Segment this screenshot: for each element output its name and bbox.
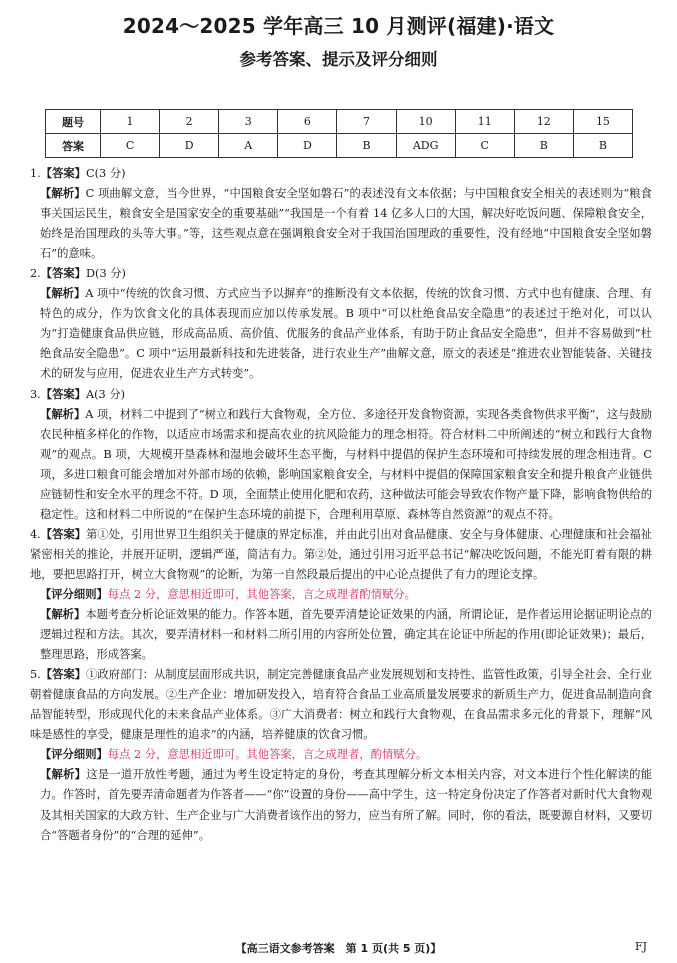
section-tag: 【评分细则】 <box>40 748 108 762</box>
question-number: 2. <box>30 267 41 281</box>
answer-cell: D <box>160 134 219 158</box>
question-number-cell: 6 <box>278 110 337 134</box>
explanation-item <box>30 605 652 665</box>
question-number-cell: 12 <box>514 110 573 134</box>
answer-cell: A <box>219 134 278 158</box>
question-number-cell: 2 <box>160 110 219 134</box>
answer-item <box>30 665 652 745</box>
explanation-item <box>30 765 652 845</box>
page-subtitle: 参考答案、提示及评分细则 <box>239 50 438 69</box>
section-tag: 【答案】 <box>40 267 86 281</box>
section-tag: 【答案】 <box>40 167 86 180</box>
item-text: 第①处，引用世界卫生组织关于健康的界定标准，并由此引出对食品健康、安全与身体健康、心理健康和社会福祉紧密相关的推论，并展开证明，逻辑严谨，简洁有力。第②处，通过引用习近平总书记“解决吃饭问题，不能光盯着有限的耕地，要把思路打开，树立大食物观”的论断，为第一自然段最后提出的中心论点提供了有力的理论支撑。 <box>30 527 652 581</box>
question-number-cell: 10 <box>396 110 455 134</box>
footer-code: FJ <box>634 940 647 953</box>
explanation-item <box>30 745 652 765</box>
answer-cell: B <box>514 134 573 158</box>
answer-item <box>30 164 652 184</box>
answer-cell: ADG <box>396 134 455 158</box>
question-number: 4. <box>30 527 41 541</box>
question-number-cell: 7 <box>337 110 396 134</box>
answer-cell: B <box>337 134 396 158</box>
item-text: C(3 分) <box>85 167 126 180</box>
section-tag: 【答案】 <box>40 387 86 401</box>
item-text: 本题考查分析论证效果的能力。作答本题，首先要弄清楚论证效果的内涵，所谓论证，是作者运用论据证明论点的逻辑过程和方法。其次，要弄清材料一和材料二所引用的内容所处位置，确定其在论证中所起的作用(即论证效果)；最后，整理思路，形成答案。 <box>40 608 652 662</box>
section-tag: 【解析】 <box>40 187 86 201</box>
row-label-question: 题号 <box>46 110 101 134</box>
answer-explanations <box>30 164 652 846</box>
item-text: 每点 2 分，意思相近即可，其他答案，言之成理者酌情赋分。 <box>107 587 416 601</box>
question-number-row <box>46 110 633 134</box>
question-number-cell: 1 <box>101 110 160 134</box>
answer-cell: C <box>455 134 514 158</box>
question-number-cell: 3 <box>219 110 278 134</box>
footer-page-info: 【高三语文参考答案 第 1 页(共 5 页)】 <box>235 942 442 955</box>
answer-table <box>45 109 633 158</box>
item-text: A(3 分) <box>85 387 126 401</box>
explanation-item <box>30 284 652 384</box>
answer-cell: D <box>278 134 337 158</box>
item-text: A 项，材料二中提到了“树立和践行大食物观，全方位、多途径开发食物资源，实现各类食物供求平衡”，这与鼓励农民种植多样化的作物，以适应市场需求和提高农业的抗风险能力的理念相符。符合材料二中所阐述的“树立和践行大食物观”的观点。B 项，大规模开垦森林和湿地会破坏生态平衡，与材料中提倡的保护生态环境和可持续发展的理念相违背。C 项，多进口粮食可能会增加对外部市场的依赖，影响国家粮食安全，与材料中提倡的保障国家粮食安全和提升粮食产业链供应链韧性和安全水平的理念不符。D 项，全面禁止使用化肥和农药，这种做法可能会导致农作物产量下降，影响食物供给的稳定性。这和材料二中所说的“在保护生态环境的前提下，合理利用草原、森林等自然资源”的观点不符。 <box>40 407 652 521</box>
item-text: C 项曲解文意，当今世界，“中国粮食安全坚如磐石”的表述没有文本依据；与中国粮食安全相关的表述则为“粮食事关国运民生，粮食安全是国家安全的重要基础”“我国是一个有着 14 亿多人口的大国，解决好吃饭问题、保障粮食安全，始终是治国理政的头等大事。”等，这些观点意在强调粮食安全对于我国治国理政的重要性，没有经地“中国粮食安全坚如磐石”的意味。 <box>40 187 652 261</box>
question-number: 5. <box>30 668 41 682</box>
section-tag: 【答案】 <box>40 527 87 541</box>
question-number-cell: 15 <box>573 110 632 134</box>
section-tag: 【评分细则】 <box>40 587 108 601</box>
page-title: 2024～2025 学年高三 10 月测评(福建)·语文 <box>122 14 555 38</box>
explanation-item <box>30 184 652 264</box>
answer-row <box>46 134 633 158</box>
question-number: 3. <box>30 387 41 401</box>
question-number-cell: 11 <box>455 110 514 134</box>
item-text: D(3 分) <box>85 267 126 281</box>
item-text: A 项中“传统的饮食习惯、方式应当予以摒弃”的推断没有文本依据，传统的饮食习惯、方式中也有健康、合理、有特色的成分，作为饮食文化的具体表现而应加以传承发展。B 项中“可以杜绝食品安全隐患”的表述过于绝对化，可以认为“打造健康食品供应链，形成高品质、高价值、优服务的食品产业体系，有助于防止食品安全隐患”，但并不容易做到“杜绝食品安全隐患”。C 项中“运用最新科技和先进装备，进行农业生产”曲解文意，原文的表述是“推进农业智能装备、关键技术的研发与应用，促进农业生产方式转变”。 <box>40 287 652 381</box>
answer-cell: B <box>573 134 632 158</box>
section-tag: 【解析】 <box>40 768 87 782</box>
answer-cell: C <box>101 134 160 158</box>
section-tag: 【解析】 <box>40 287 86 301</box>
answer-item <box>30 385 652 405</box>
item-text: 这是一道开放性考题，通过为考生设定特定的身份，考查其理解分析文本相关内容，对文本进行个性化解读的能力。作答时，首先要弄清命题者为作答者——“你”设置的身份——高中学生，这一特定身份决定了作答者对新时代大食物观及其相关国家的大政方针、生产企业与广大消费者该作出的努力，应当有所了解。同时，你的看法，既要源自材料，又要切合“答题者身份”的“合理的延伸”。 <box>40 768 652 842</box>
section-tag: 【解析】 <box>40 407 86 421</box>
explanation-item <box>30 585 652 605</box>
item-text: 每点 2 分，意思相近即可。其他答案，言之成理者，酌情赋分。 <box>107 748 428 762</box>
answer-item <box>30 264 652 284</box>
question-number: 1. <box>30 167 41 180</box>
section-tag: 【答案】 <box>40 668 87 682</box>
explanation-item <box>30 405 652 525</box>
answer-item <box>30 525 652 585</box>
section-tag: 【解析】 <box>40 608 86 622</box>
row-label-answer: 答案 <box>46 134 101 158</box>
item-text: ①政府部门：从制度层面形成共识，制定完善健康食品产业发展规划和支持性、监管性政策，引导全社会、全行业朝着健康食品的方向发展。②生产企业：增加研发投入，培育符合食品工业高质量发展要求的新质生产力，促进食品制造向食品智能转型，形成现代化的未来食品产业体系。③广大消费者：树立和践行大食物观，在食品需求多元化的背景下，理解“风味是感性的享受，健康是理性的追求”的内涵，培养健康的饮食习惯。 <box>30 668 652 742</box>
